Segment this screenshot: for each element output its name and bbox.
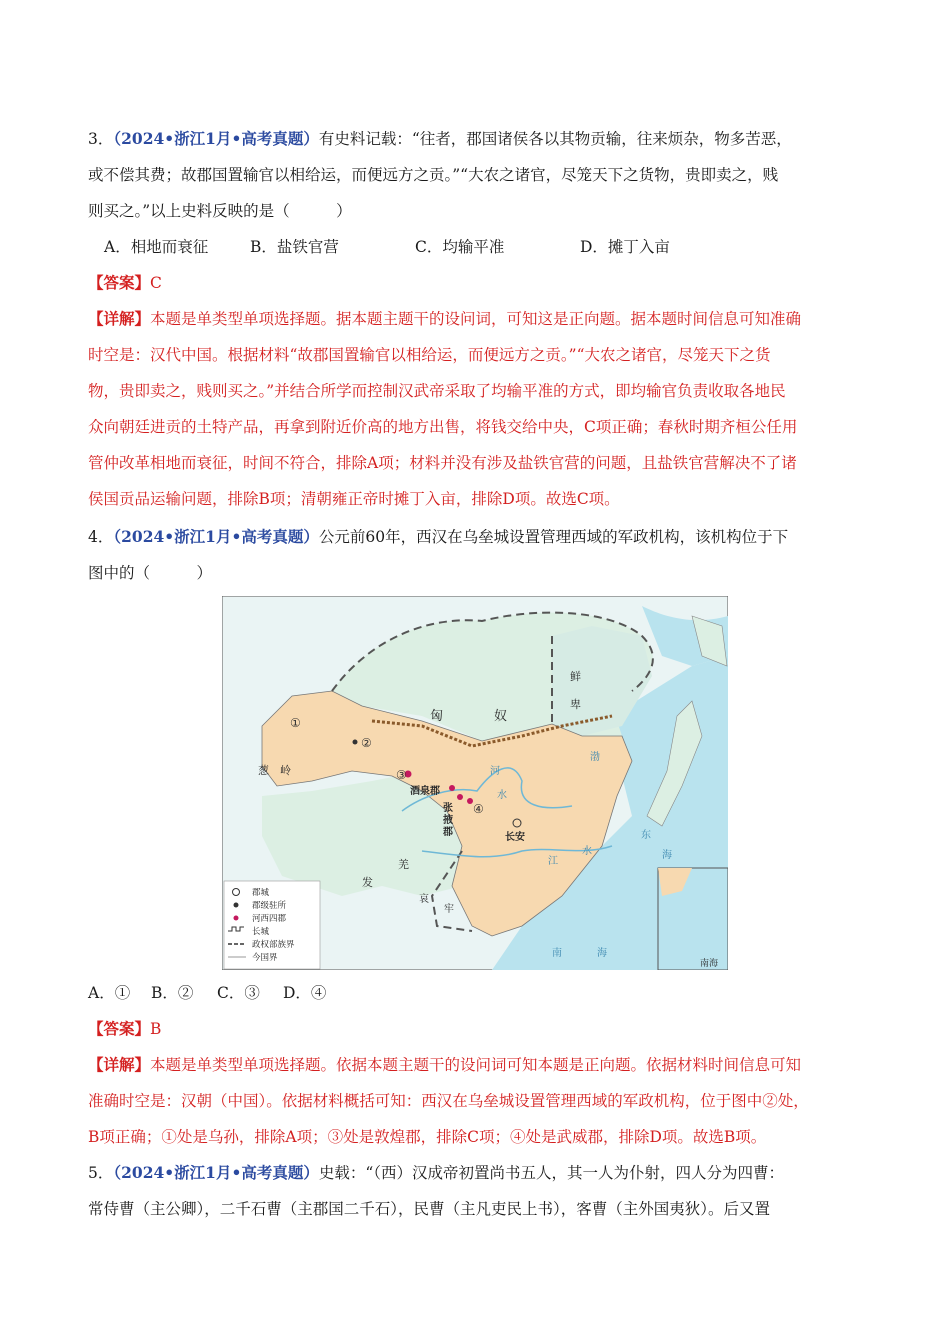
map-label-river: 水	[497, 790, 507, 801]
q3-detail-line4: 众向朝廷进贡的土特产品，再拿到附近价高的地方出售，将钱交给中央，C项正确；春秋时期齐桓公任用	[88, 418, 798, 436]
q4-option-a[interactable]: A．①	[88, 984, 131, 1002]
q3-detail-line3: 物，贵即卖之，贱则买之。”并结合所学而控制汉武帝采取了均输平准的方式，即均输官负责收取各地民	[88, 382, 786, 400]
legend-label: 长城	[252, 927, 270, 937]
q3-text-1: 有史料记载：“往者，郡国诸侯各以其物贡输，往来烦杂，物多苦恶，	[318, 130, 792, 148]
q4-detail-text: 本题是单类型单项选择题。依据本题主题干的设问词可知本题是正向题。依据材料时间信息可知	[150, 1056, 802, 1074]
q3-option-c[interactable]: C．均输平准	[415, 238, 505, 256]
q3-detail-line2: 时空是：汉代中国。根据材料“故郡国置输官以相给运，而便远方之贡。”“大农之诸官，尽笼天下之货	[88, 346, 771, 364]
q3-stem-line2: 或不偿其费；故郡国置输官以相给运，而便远方之贡。”“大农之诸官，尽笼天下之货物，贵即卖之，贱	[88, 166, 779, 184]
q3-detail-label: 【详解】	[88, 309, 151, 328]
map-marker-1: ①	[290, 716, 301, 730]
map-label-sea: 南	[552, 948, 562, 959]
q5-number: 5．	[88, 1164, 114, 1182]
map-label-zhangye: 掖	[443, 815, 453, 826]
q5-text-1: 史载：“（西）汉成帝初置尚书五人，其一人为仆射，四人分为四曹：	[318, 1164, 785, 1182]
map-label-jiuquan: 酒泉郡	[410, 786, 440, 797]
map-label-xiongnu: 奴	[494, 709, 508, 724]
map-label-sea: 东	[641, 830, 651, 841]
q3-detail-line6: 侯国贡品运输问题，排除B项；清朝雍正帝时摊丁入亩，排除D项。故选C项。	[88, 490, 620, 508]
q3-detail-line5: 管仲改革相地而衰征，时间不符合，排除A项；材料并没有涉及盐铁官营的问题，且盐铁官营解决不了诸	[88, 454, 797, 472]
q4-answer-value: B	[150, 1020, 162, 1038]
map-label-zhangye: 郡	[443, 827, 453, 838]
map-label-ailao: 牢	[444, 904, 454, 915]
q4-options	[88, 982, 326, 1004]
legend-label: 郡城	[252, 888, 270, 898]
map-label-congling: 岭	[280, 764, 291, 777]
legend-hexi-icon	[234, 916, 239, 921]
q4-answer-label: 【答案】	[88, 1019, 151, 1038]
q4-option-d[interactable]: D．④	[283, 984, 327, 1002]
q4-stem-line1	[88, 526, 788, 548]
q3-option-a[interactable]: A．相地而衰征	[104, 238, 209, 256]
legend-label: 郡级驻所	[252, 901, 287, 911]
map-marker-4: ④	[473, 802, 484, 816]
hexi-dot	[457, 794, 463, 800]
q3-answer	[88, 272, 162, 294]
map-label-zhangye: 张	[443, 803, 453, 814]
map-label-congling: 葱	[258, 764, 269, 777]
q4-source: （2024•浙江1月•高考真题）	[113, 527, 319, 546]
inset-label: 南海	[700, 959, 719, 969]
q5-stem-line2: 常侍曹（主公卿），二千石曹（主郡国二千石），民曹（主凡吏民上书），客曹（主外国夷狄）。后又置	[88, 1200, 771, 1218]
hexi-dot	[449, 785, 455, 791]
q3-number: 3．	[88, 130, 114, 148]
q4-detail-label: 【详解】	[88, 1055, 151, 1074]
q5-source: （2024•浙江1月•高考真题）	[113, 1163, 319, 1182]
q4-detail-line2: 准确时空是：汉朝（中国）。依据材料概括可知：西汉在乌垒城设置管理西域的军政机构，位于图中②处，	[88, 1092, 809, 1110]
legend-label: 今国界	[252, 953, 278, 963]
map-marker-3: ③	[396, 768, 407, 782]
map-label-xiongnu: 匈	[430, 709, 444, 724]
q4-detail-line1	[88, 1054, 801, 1076]
q4-number: 4．	[88, 528, 114, 546]
q4-text-1: 公元前60年，西汉在乌垒城设置管理西域的军政机构，该机构位于下	[318, 528, 789, 546]
q4-option-c[interactable]: C．③	[217, 984, 260, 1002]
q3-options	[104, 236, 670, 258]
q3-detail-line1	[88, 308, 801, 330]
legend-label: 河西四郡	[252, 914, 287, 924]
map-label-faqiang: 发	[362, 876, 373, 889]
q4-detail-line3: B项正确；①处是乌孙，排除A项；③处是敦煌郡，排除C项；④处是武威郡，排除D项。故选B项。	[88, 1128, 767, 1146]
map-label-sea: 海	[662, 850, 672, 861]
q3-stem-line1	[88, 128, 792, 150]
q3-option-d[interactable]: D．摊丁入亩	[580, 238, 670, 256]
q3-source: （2024•浙江1月•高考真题）	[113, 129, 319, 148]
q4-answer	[88, 1018, 161, 1040]
map-label-sea: 海	[597, 948, 607, 959]
map-label-changan: 长安	[505, 832, 525, 843]
map-label-river: 江	[548, 856, 558, 867]
q3-detail-text: 本题是单类型单项选择题。据本题主题干的设问词，可知这是正向题。据本题时间信息可知准确	[150, 310, 802, 328]
q3-stem-line3: 则买之。”以上史料反映的是（ ）	[88, 202, 352, 220]
map-label-ailao: 哀	[419, 894, 429, 905]
map-label-sea: 渤	[590, 752, 600, 763]
map-label-faqiang: 羌	[398, 858, 409, 871]
q5-stem-line1	[88, 1162, 784, 1184]
map-label-xianbei: 鲜	[570, 670, 581, 683]
q3-answer-value: C	[150, 274, 162, 292]
map-marker-2: ②	[361, 736, 372, 750]
legend-label: 政权部族界	[252, 940, 295, 950]
q3-answer-label: 【答案】	[88, 273, 151, 292]
q4-option-b[interactable]: B．②	[151, 984, 194, 1002]
han-dynasty-map	[222, 596, 728, 970]
q4-stem-line2: 图中的（ ）	[88, 564, 213, 582]
q3-option-b[interactable]: B．盐铁官营	[250, 238, 339, 256]
marker-dot	[353, 740, 358, 745]
map-label-river: 河	[490, 766, 500, 777]
legend-post-icon	[234, 903, 239, 908]
map-label-xianbei: 卑	[570, 698, 581, 711]
map-label-river: 水	[582, 846, 592, 857]
